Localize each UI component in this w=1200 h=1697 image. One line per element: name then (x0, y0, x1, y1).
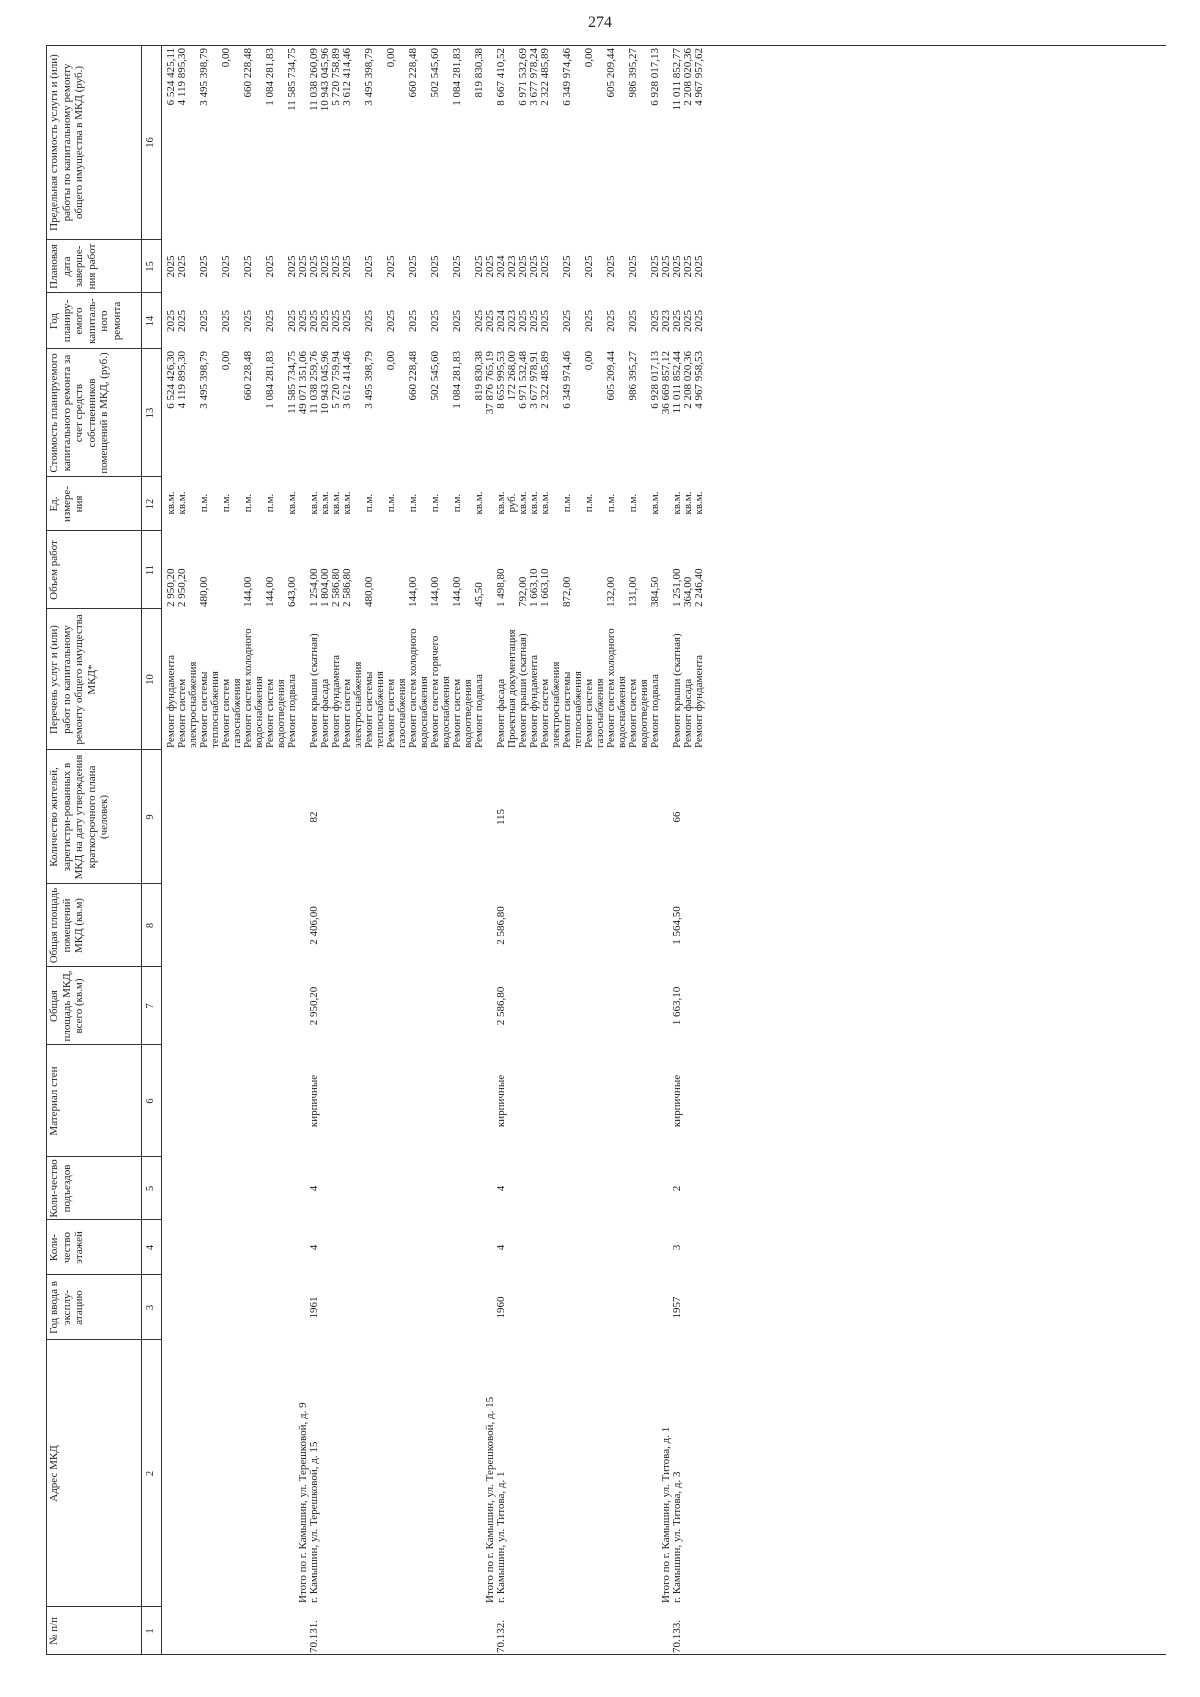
work-limit-cost: 2 322 485,89 (539, 48, 551, 106)
work-year: 2025 (693, 310, 705, 332)
work-volume: 872,00 (561, 576, 573, 607)
wall-material: кирпичные (495, 1074, 507, 1128)
work-limit-cost: 660 228,48 (407, 48, 419, 98)
work-unit: кв.м. (330, 491, 342, 515)
work-end-date: 2025 (264, 255, 276, 278)
work-year: 2025 (286, 310, 298, 332)
total-label: Итого по г. Камышин, ул. Титова, д. 1 (660, 1426, 672, 1603)
work-year: 2025 (671, 310, 683, 332)
work-name: Ремонт систем водоотведения (451, 678, 474, 748)
header-num-cost: 13 (145, 407, 156, 419)
work-name: Ремонт систем горячего водоснабжения (429, 635, 452, 748)
work-end-date: 2025 (693, 255, 705, 278)
year-built: 1957 (671, 1296, 683, 1319)
work-year: 2025 (539, 310, 551, 332)
work-unit: п.м. (220, 493, 232, 513)
work-volume: 2 246,40 (693, 568, 705, 607)
year-built: 1961 (308, 1296, 320, 1319)
work-unit: кв.м. (473, 491, 485, 515)
work-name: Ремонт крыши (скатная) (517, 633, 529, 748)
total-end-date: 2025 (660, 255, 672, 278)
header-area-total: Общая площадь МКД, всего (кв.м) (48, 970, 85, 1042)
work-cost: 172 268,00 (506, 351, 518, 401)
work-cost: 0,00 (220, 351, 232, 371)
work-cost: 0,00 (385, 351, 397, 371)
table-right-border (46, 45, 1166, 46)
work-volume: 131,00 (627, 576, 639, 607)
work-cost: 3 677 978,91 (528, 351, 540, 409)
work-end-date: 2025 (385, 255, 397, 278)
work-unit: кв.м. (671, 491, 683, 515)
header-address: Адрес МКД (48, 1445, 60, 1502)
header-end-date: Плановая дата заверше-ния работ (48, 243, 98, 290)
work-unit: п.м. (407, 493, 419, 513)
work-name: Ремонт системы теплоснабжения (363, 671, 386, 748)
work-volume: 2 586,80 (341, 568, 353, 607)
work-unit: кв.м. (341, 491, 353, 515)
work-unit: п.м. (627, 493, 639, 513)
work-end-date: 2025 (176, 255, 188, 278)
area-total: 2 586,80 (495, 986, 507, 1026)
work-year: 2025 (473, 310, 485, 332)
work-unit: кв.м. (165, 491, 177, 515)
header-num-entrances: 5 (145, 1185, 156, 1192)
work-cost: 10 943 045,96 (319, 351, 331, 415)
work-end-date: 2025 (363, 255, 375, 278)
work-name: Ремонт систем газоснабжения (220, 678, 243, 748)
header-num-address: 2 (145, 1470, 156, 1477)
work-end-date: 2025 (429, 255, 441, 278)
wall-material: кирпичные (308, 1074, 320, 1128)
work-name: Ремонт фундамента (165, 654, 177, 748)
header-limit: Предельная стоимость услуги и (или) работы по капитальному ремонту общего имущества в МКД (руб.) (48, 54, 85, 231)
work-unit: п.м. (264, 493, 276, 513)
work-limit-cost: 660 228,48 (242, 48, 254, 98)
header-unit: Ед. измере-ния (48, 486, 85, 522)
work-year: 2025 (605, 310, 617, 332)
header-rule-0 (46, 45, 47, 1655)
work-cost: 3 495 398,79 (198, 351, 210, 409)
table-left-border (46, 1654, 1166, 1655)
work-unit: п.м. (605, 493, 617, 513)
work-name: Ремонт систем холодного водоснабжения (407, 628, 430, 748)
work-unit: п.м. (198, 493, 210, 513)
work-year: 2025 (319, 310, 331, 332)
work-limit-cost: 6 928 017,13 (649, 48, 661, 106)
work-volume: 643,00 (286, 576, 298, 607)
header-num-area-total: 7 (145, 1003, 156, 1009)
area-total: 2 950,20 (308, 986, 320, 1026)
work-unit: кв.м. (308, 491, 320, 515)
work-unit: п.м. (451, 493, 463, 513)
work-cost: 4 967 958,53 (693, 351, 705, 409)
work-limit-cost: 2 208 020,36 (682, 48, 694, 106)
work-end-date: 2025 (407, 255, 419, 278)
header-num-limit: 16 (145, 137, 156, 148)
work-cost: 660 228,48 (407, 351, 419, 401)
work-end-date: 2025 (473, 255, 485, 278)
work-name: Ремонт фасада (495, 678, 507, 748)
work-limit-cost: 502 545,60 (429, 48, 441, 98)
work-name: Ремонт систем газоснабжения (385, 678, 408, 748)
work-limit-cost: 986 395,27 (627, 48, 639, 98)
work-volume: 144,00 (264, 576, 276, 607)
work-name: Ремонт фундамента (330, 654, 342, 748)
work-cost: 3 612 414,46 (341, 351, 353, 409)
work-end-date: 2025 (198, 255, 210, 278)
work-volume: 480,00 (198, 576, 210, 607)
header-num-no: 1 (145, 1628, 156, 1634)
work-cost: 660 228,48 (242, 351, 254, 401)
work-cost: 8 655 995,53 (495, 351, 507, 409)
work-volume: 480,00 (363, 576, 375, 607)
work-year: 2025 (649, 310, 661, 332)
work-volume: 2 950,20 (176, 568, 188, 607)
header-entrances: Коли-чество подъездов (48, 1159, 73, 1218)
header-walls: Материал стен (48, 1066, 60, 1136)
work-year: 2025 (627, 310, 639, 332)
work-limit-cost: 1 084 281,83 (451, 48, 463, 106)
work-year: 2025 (165, 310, 177, 332)
work-name: Ремонт фундамента (693, 654, 705, 748)
total-end-date: 2025 (484, 255, 496, 278)
header-num-end-date: 15 (145, 261, 156, 272)
work-year: 2025 (176, 310, 188, 332)
work-year: 2025 (242, 310, 254, 332)
work-year: 2025 (451, 310, 463, 332)
entrances: 4 (308, 1185, 320, 1192)
total-year: 2023 (660, 310, 672, 332)
work-end-date: 2025 (605, 255, 617, 278)
total-cost: 36 669 857,12 (660, 351, 672, 415)
work-end-date: 2025 (451, 255, 463, 278)
header-area-rooms: Общая площадь помещений МКД (кв.м) (48, 887, 85, 964)
work-cost: 605 209,44 (605, 351, 617, 401)
header-num-residents: 9 (145, 814, 156, 820)
work-cost: 2 322 485,89 (539, 351, 551, 409)
total-year: 2025 (484, 310, 496, 332)
work-limit-cost: 0,00 (220, 48, 232, 68)
work-limit-cost: 3 677 978,24 (528, 48, 540, 106)
residents: 66 (671, 811, 683, 823)
total-label: Итого по г. Камышин, ул. Терешковой, д. 15 (484, 1396, 496, 1603)
work-name: Ремонт систем электроснабжения (176, 661, 199, 748)
work-cost: 986 395,27 (627, 351, 639, 401)
house-address: г. Камышин, ул. Титова, д. 3 (671, 1471, 683, 1603)
work-name: Ремонт фундамента (528, 654, 540, 748)
work-year: 2025 (429, 310, 441, 332)
work-limit-cost: 605 209,44 (605, 48, 617, 98)
work-name: Ремонт систем холодного водоснабжения (605, 628, 628, 748)
page-number: 274 (588, 14, 612, 31)
header-num-unit: 12 (145, 498, 156, 510)
row-number: 70.132. (495, 1620, 507, 1653)
year-built: 1960 (495, 1296, 507, 1319)
header-rule-2 (161, 45, 162, 1655)
work-end-date: 2025 (627, 255, 639, 278)
work-unit: кв.м. (649, 491, 661, 515)
work-end-date: 2025 (682, 255, 694, 278)
work-volume: 144,00 (242, 576, 254, 607)
work-volume: 1 663,10 (528, 568, 540, 607)
work-cost: 11 585 734,75 (286, 351, 298, 414)
work-year: 2025 (198, 310, 210, 332)
area-rooms: 2 586,80 (495, 906, 507, 945)
work-year: 2025 (385, 310, 397, 332)
work-cost: 1 084 281,83 (264, 351, 276, 409)
header-num-floors: 4 (145, 1244, 156, 1251)
work-name: Ремонт систем электроснабжения (341, 661, 364, 748)
work-unit: кв.м. (682, 491, 694, 515)
work-volume: 792,00 (517, 576, 529, 607)
work-year: 2025 (517, 310, 529, 332)
work-volume: 45,50 (473, 582, 485, 607)
work-year: 2025 (561, 310, 573, 332)
header-work: Перечень услуг и (или) работ по капитальному ремонту общего имущества МКД* (48, 614, 98, 745)
total-label: Итого по г. Камышин, ул. Терешковой, д. 9 (297, 1402, 309, 1603)
header-num-walls: 6 (145, 1098, 156, 1104)
header-rule-1 (141, 45, 142, 1655)
rotated-table-wrapper (46, 45, 1166, 1655)
work-volume: 1 254,00 (308, 568, 320, 607)
entrances: 4 (495, 1185, 507, 1192)
work-unit: руб. (506, 493, 518, 513)
work-unit: кв.м. (286, 491, 298, 515)
work-unit: п.м. (583, 493, 595, 513)
floors: 4 (308, 1244, 320, 1251)
work-end-date: 2025 (517, 255, 529, 278)
total-year: 2025 (297, 310, 309, 332)
floors: 4 (495, 1244, 507, 1251)
work-end-date: 2025 (561, 255, 573, 278)
work-limit-cost: 11 011 852,77 (671, 48, 683, 111)
header-cost: Стоимость планируемого капитального ремонта за счет средств собственников помещений в МКД, (руб.) (48, 352, 110, 474)
header-no: № п/п (48, 1616, 60, 1646)
work-cost: 11 038 259,76 (308, 351, 320, 414)
work-cost: 4 119 895,30 (176, 351, 188, 409)
work-cost: 3 495 398,79 (363, 351, 375, 409)
work-limit-cost: 0,00 (385, 48, 397, 68)
work-year: 2025 (341, 310, 353, 332)
work-name: Ремонт системы теплоснабжения (198, 671, 221, 748)
work-end-date: 2025 (286, 255, 298, 278)
work-cost: 11 011 852,44 (671, 351, 683, 414)
work-limit-cost: 3 495 398,79 (198, 48, 210, 106)
work-limit-cost: 0,00 (583, 48, 595, 68)
floors: 3 (671, 1244, 683, 1251)
work-end-date: 2025 (242, 255, 254, 278)
work-cost: 819 830,38 (473, 351, 485, 401)
work-name: Ремонт систем холодного водоснабжения (242, 628, 265, 748)
area-rooms: 2 406,00 (308, 906, 320, 945)
work-volume: 132,00 (605, 576, 617, 607)
work-name: Ремонт систем газоснабжения (583, 678, 606, 748)
work-volume: 364,00 (682, 576, 694, 607)
work-volume: 1 251,00 (671, 568, 683, 607)
work-limit-cost: 3 612 414,46 (341, 48, 353, 106)
work-unit: п.м. (561, 493, 573, 513)
header-num-year: 14 (145, 315, 156, 327)
work-end-date: 2025 (671, 255, 683, 278)
work-volume: 144,00 (407, 576, 419, 607)
work-cost: 6 971 532,48 (517, 351, 529, 409)
work-end-date: 2025 (341, 255, 353, 278)
header-volume: Объем работ (48, 540, 60, 600)
work-limit-cost: 6 971 532,69 (517, 48, 529, 106)
work-limit-cost: 3 495 398,79 (363, 48, 375, 106)
work-limit-cost: 6 349 974,46 (561, 48, 573, 106)
wall-material: кирпичные (671, 1074, 683, 1128)
area-total: 1 663,10 (671, 986, 683, 1026)
header-residents: Количество жителей, зарегистри-рованных в МКД на дату утверждения краткосрочного плана (человек) (48, 754, 110, 880)
row-number: 70.133. (671, 1620, 683, 1653)
house-address: г. Камышин, ул. Титова, д. 1 (495, 1471, 507, 1603)
work-cost: 6 524 426,30 (165, 351, 177, 409)
work-name: Ремонт подвала (286, 674, 298, 748)
work-year: 2024 (495, 310, 507, 332)
work-cost: 5 720 759,94 (330, 351, 342, 409)
work-cost: 2 208 020,36 (682, 351, 694, 409)
work-end-date: 2025 (220, 255, 232, 278)
work-end-date: 2025 (528, 255, 540, 278)
work-name: Проектная документация (506, 629, 518, 748)
row-number: 70.131. (308, 1620, 320, 1653)
work-cost: 502 545,60 (429, 351, 441, 401)
work-volume: 2 586,80 (330, 568, 342, 607)
work-end-date: 2025 (583, 255, 595, 278)
header-num-work: 10 (145, 674, 156, 685)
work-volume: 144,00 (429, 576, 441, 607)
work-year: 2025 (682, 310, 694, 332)
residents: 82 (308, 811, 320, 823)
work-end-date: 2025 (165, 255, 177, 278)
work-name: Ремонт систем электроснабжения (539, 661, 562, 748)
work-limit-cost: 4 967 957,62 (693, 48, 705, 106)
work-name: Ремонт систем водоотведения (264, 678, 287, 748)
work-name: Ремонт фасада (319, 678, 331, 748)
work-year: 2025 (407, 310, 419, 332)
work-year: 2025 (220, 310, 232, 332)
header-floors: Коли-чество этажей (48, 1231, 85, 1264)
work-unit: кв.м. (176, 491, 188, 515)
work-unit: п.м. (363, 493, 375, 513)
work-limit-cost: 6 524 425,11 (165, 48, 177, 106)
entrances: 2 (671, 1185, 683, 1192)
work-year: 2023 (506, 310, 518, 332)
work-unit: кв.м. (528, 491, 540, 515)
work-year: 2025 (330, 310, 342, 332)
work-name: Ремонт фасада (682, 678, 694, 748)
work-volume: 1 804,00 (319, 568, 331, 607)
header-year-built: Год ввода в эксплу-атацию (48, 1281, 85, 1334)
work-end-date: 2025 (649, 255, 661, 278)
work-year: 2025 (528, 310, 540, 332)
residents: 115 (495, 808, 507, 826)
area-rooms: 1 564,50 (671, 906, 683, 945)
work-unit: кв.м. (539, 491, 551, 515)
work-year: 2025 (583, 310, 595, 332)
header-num-area-rooms: 8 (145, 922, 156, 929)
header-num-volume: 11 (145, 564, 156, 576)
work-limit-cost: 11 585 734,75 (286, 48, 298, 111)
work-limit-cost: 8 667 410,52 (495, 48, 507, 106)
work-limit-cost: 4 119 895,30 (176, 48, 188, 106)
work-cost: 0,00 (583, 351, 595, 371)
work-name: Ремонт систем водоотведения (627, 678, 650, 748)
work-limit-cost: 5 720 758,89 (330, 48, 342, 106)
work-limit-cost: 1 084 281,83 (264, 48, 276, 106)
work-volume: 1 663,10 (539, 568, 551, 607)
work-end-date: 2025 (330, 255, 342, 278)
total-end-date: 2025 (297, 255, 309, 278)
work-end-date: 2025 (308, 255, 320, 278)
work-year: 2025 (264, 310, 276, 332)
work-end-date: 2025 (539, 255, 551, 278)
work-name: Ремонт системы теплоснабжения (561, 671, 584, 748)
work-end-date: 2025 (319, 255, 331, 278)
work-cost: 6 928 017,13 (649, 351, 661, 409)
work-end-date: 2024 (495, 255, 507, 278)
work-unit: п.м. (385, 493, 397, 513)
house-address: г. Камышин, ул. Терешковой, д. 15 (308, 1441, 320, 1603)
work-volume: 384,50 (649, 576, 661, 607)
work-unit: п.м. (242, 493, 254, 513)
total-cost: 37 876 765,19 (484, 351, 496, 415)
work-unit: п.м. (429, 493, 441, 513)
work-volume: 1 498,80 (495, 568, 507, 607)
work-name: Ремонт крыши (скатная) (308, 633, 320, 748)
work-year: 2025 (363, 310, 375, 332)
work-limit-cost: 11 038 260,09 (308, 48, 320, 111)
work-unit: кв.м. (495, 491, 507, 515)
work-limit-cost: 819 830,38 (473, 48, 485, 98)
work-end-date: 2023 (506, 255, 518, 278)
work-cost: 6 349 974,46 (561, 351, 573, 409)
work-unit: кв.м. (693, 491, 705, 515)
work-cost: 1 084 281,83 (451, 351, 463, 409)
work-year: 2025 (308, 310, 320, 332)
header-num-year-built: 3 (145, 1304, 156, 1311)
repair-plan-table (46, 45, 1166, 1655)
work-volume: 144,00 (451, 576, 463, 607)
work-name: Ремонт подвала (649, 674, 661, 748)
work-name: Ремонт крыши (скатная) (671, 633, 683, 748)
work-name: Ремонт подвала (473, 674, 485, 748)
header-year: Год планиру-емого капиталь-ного ремонта (48, 298, 123, 344)
total-cost: 49 071 351,06 (297, 351, 309, 415)
work-unit: кв.м. (517, 491, 529, 515)
work-volume: 2 950,20 (165, 568, 177, 607)
work-limit-cost: 10 943 045,96 (319, 48, 331, 112)
work-unit: кв.м. (319, 491, 331, 515)
